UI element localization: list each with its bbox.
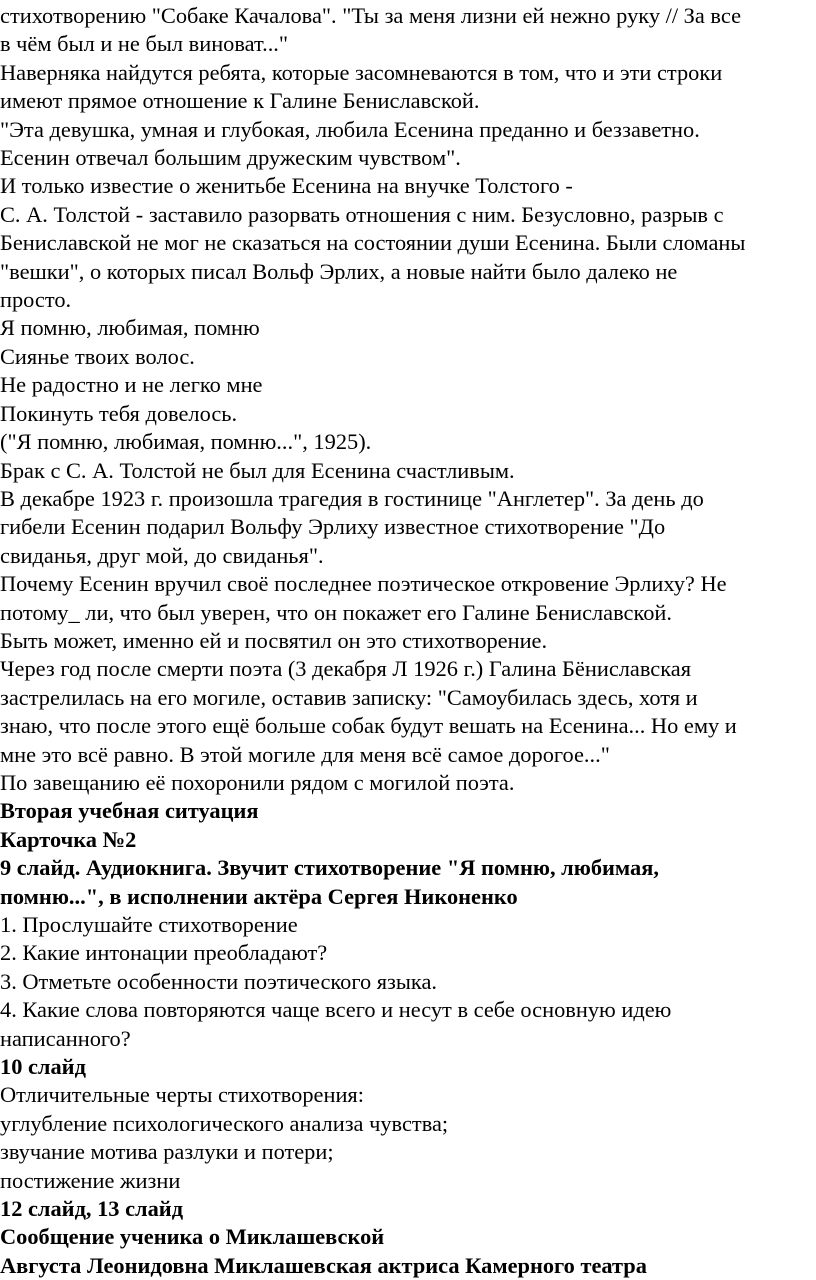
document-heading-line: помню...", в исполнении актёра Сергея Никоненко [0,883,518,909]
document-text-line: "вешки", о которых писал Вольф Эрлих, а новые найти было далеко не [0,258,678,284]
document-text-line: имеют прямое отношение к Галине Бениславской. [0,88,480,114]
document-text-line: Почему Есенин вручил своё последнее поэтическое откровение Эрлиху? Не [0,571,727,597]
document-text-line: С. А. Толстой - заставило разорвать отношения с ним. Безусловно, разрыв с [0,201,724,227]
document-text-line: углубление психологического анализа чувства; [0,1110,449,1136]
document-text-line: 3. Отметьте особенности поэтического языка. [0,968,437,994]
document-text-line: ("Я помню, любимая, помню...", 1925). [0,429,372,455]
document-text-line: 1. Прослушайте стихотворение [0,912,298,937]
document-heading-line: 12 слайд, 13 слайд [0,1196,184,1222]
document-text-line: в чём был и не был виноват..." [0,31,289,57]
document-text-line: Покинуть тебя довелось. [0,400,238,426]
document-text-line: звучание мотива разлуки и потери; [0,1139,334,1165]
document-text-line: Брак с С. А. Толстой не был для Есенина счастливым. [0,457,515,483]
document-text-line: 4. Какие слова повторяются чаще всего и несут в себе основную идею [0,997,672,1023]
document-text-line: мне это всё равно. В этой могиле для меня всё самое дорогое..." [0,741,610,767]
document-text-line: Через год после смерти поэта (3 декабря Л 1926 г.) Галина Бёниславская [0,656,692,682]
document-text-line: Отличительные черты стихотворения: [0,1082,364,1108]
document-text-line: Быть может, именно ей и посвятил он это стихотворение. [0,627,548,653]
document-text-line: И только известие о женитьбе Есенина на внучке Толстого - [0,173,573,199]
document-heading-line: Сообщение ученика о Миклашевской [0,1224,385,1250]
document-text-line: Я помню, любимая, помню [0,315,260,341]
document-text-line: постижение жизни [0,1167,181,1193]
document-text-line: Наверняка найдутся ребята, которые засомневаются в том, что и эти строки [0,59,723,85]
document-heading-line: Карточка №2 [0,826,137,852]
document-text-line: написанного? [0,1025,131,1051]
document-text-line: Есенин отвечал большим дружеским чувством". [0,145,461,171]
document-heading-line: Августа Леонидовна Миклашевская актриса Камерного театра [0,1252,647,1278]
document-text-line: застрелилась на его могиле, оставив записку: "Самоубилась здесь, хотя и [0,684,698,710]
document-heading-line: 9 слайд. Аудиокнига. Звучит стихотворение "Я помню, любимая, [0,855,659,881]
document-text-line: Не радостно и не легко мне [0,372,263,398]
document-text-line: В декабре 1923 г. произошла трагедия в гостинице "Англетер". За день до [0,485,704,511]
document-text-line: знаю, что после этого ещё больше собак будут вешать на Есенина... Но ему и [0,713,737,739]
document-text-line: 2. Какие интонации преобладают? [0,940,328,966]
document-text-line: стихотворению "Собаке Качалова". "Ты за меня лизни ей нежно руку // За все [0,3,742,28]
document-text-line: Бениславской не мог не сказаться на состоянии души Есенина. Были сломаны [0,230,746,256]
document-text-line: потому_ ли, что был уверен, что он покажет его Галине Бениславской. [0,599,673,625]
document-text-line: Сиянье твоих волос. [0,343,195,369]
document-heading-line: Вторая учебная ситуация [0,798,259,824]
document-heading-line: 10 слайд [0,1054,86,1080]
document-text-line: "Эта девушка, умная и глубокая, любила Есенина преданно и беззаветно. [0,116,700,142]
document-text-line: гибели Есенин подарил Вольфу Эрлиху известное стихотворение "До [0,514,666,540]
document-text-line: просто. [0,287,72,313]
document-text-line: свиданья, друг мой, до свиданья". [0,542,324,568]
document-text-line: По завещанию её похоронили рядом с могилой поэта. [0,769,515,795]
